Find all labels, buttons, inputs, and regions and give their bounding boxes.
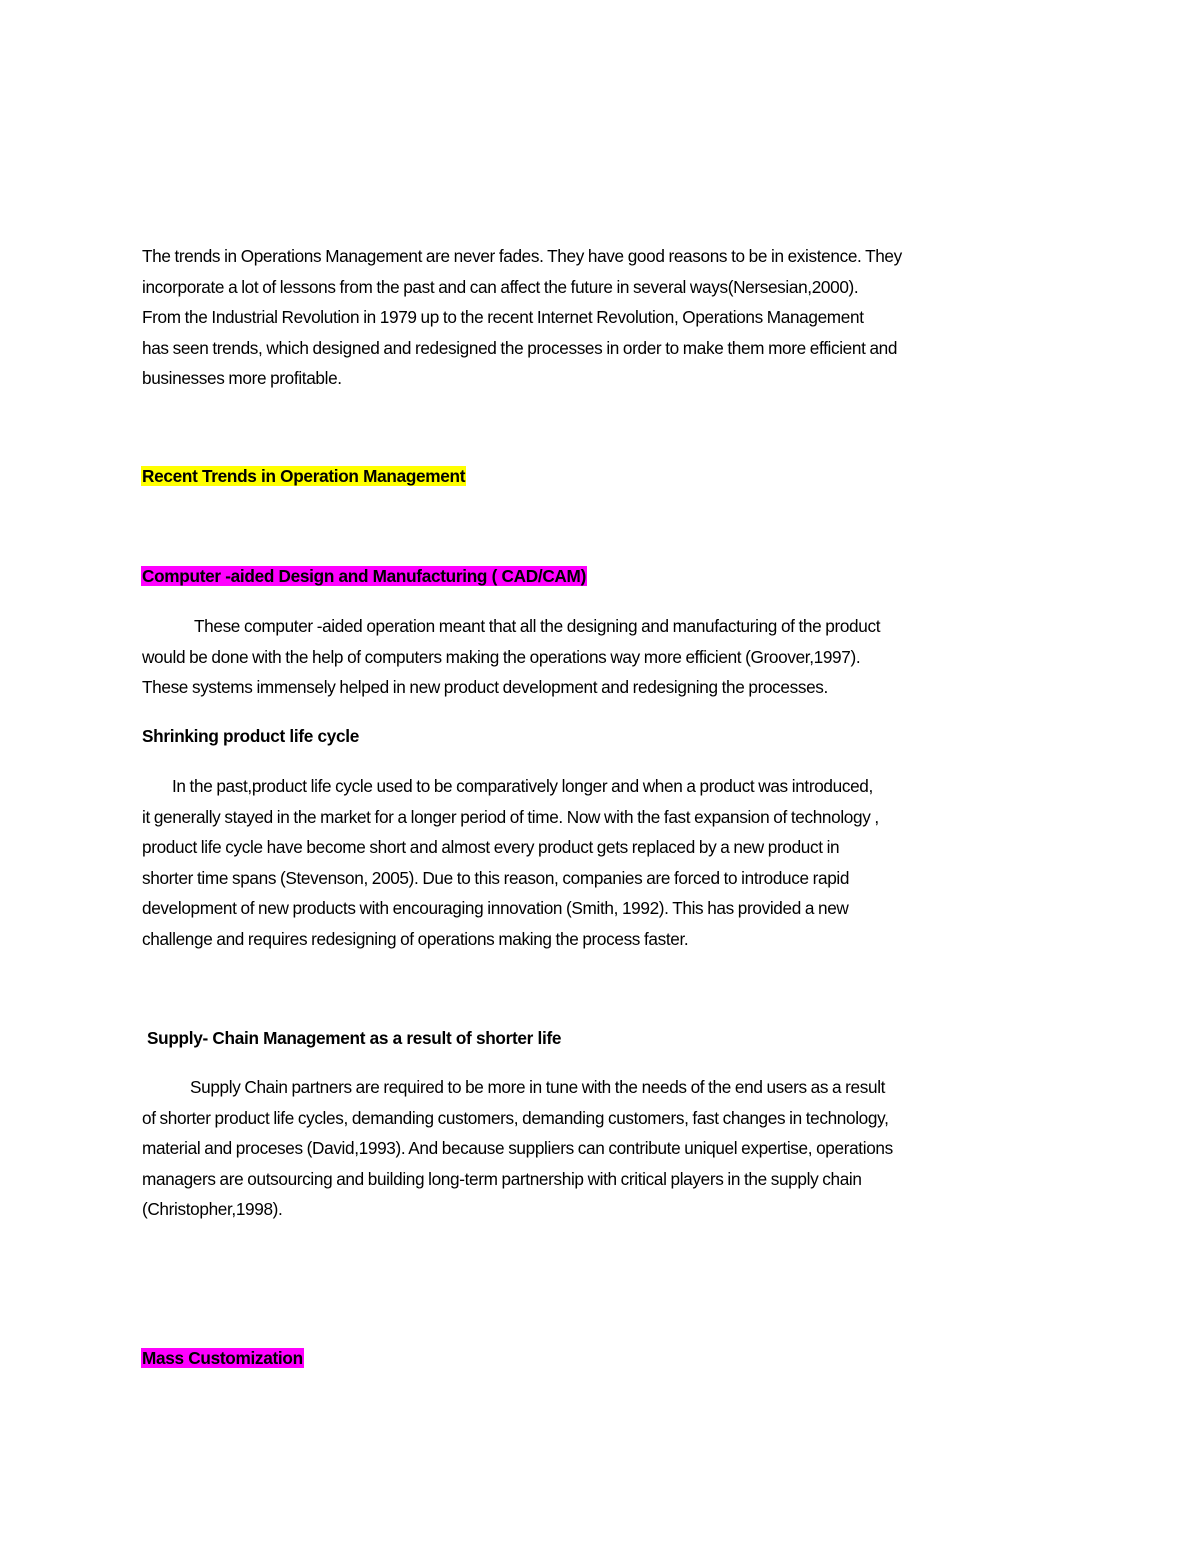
shrinking-paragraph [142,771,1062,955]
shrinking-line: it generally stayed in the market for a longer period of time. Now with the fast expansion of technology , [142,806,879,827]
cad-cam-line: These computer -aided operation meant that all the designing and manufacturing of the product [194,616,881,636]
cad-cam-heading [141,565,587,587]
supply-chain-line: material and proceses (David,1993). And because suppliers can contribute uniquel expertise, operations [142,1138,893,1159]
intro-paragraph [142,241,1062,394]
intro-line: From the Industrial Revolution in 1979 up to the recent Internet Revolution, Operations Management [142,307,864,328]
cad-cam-line: These systems immensely helped in new product development and redesigning the processes. [142,677,828,698]
section-title-text: Recent Trends in Operation Management [142,466,466,486]
supply-chain-line: Supply Chain partners are required to be more in tune with the needs of the end users as a result [190,1077,886,1097]
supply-chain-line: of shorter product life cycles, demanding customers, demanding customers, fast changes in technology, [142,1107,889,1128]
cad-cam-heading-text: Computer -aided Design and Manufacturing ( CAD/CAM) [142,566,586,586]
section-title [141,465,466,487]
supply-chain-heading: Supply- Chain Management as a result of shorter life [147,1028,562,1048]
supply-chain-line: (Christopher,1998). [142,1199,283,1220]
intro-line: businesses more profitable. [142,368,342,389]
supply-chain-line: managers are outsourcing and building long-term partnership with critical players in the supply chain [142,1168,862,1189]
shrinking-line: In the past,product life cycle used to be comparatively longer and when a product was introduced, [172,776,873,796]
intro-line: incorporate a lot of lessons from the past and can affect the future in several ways(Nersesian,2000). [142,276,859,297]
mass-customization-heading [141,1347,304,1369]
intro-line: The trends in Operations Management are never fades. They have good reasons to be in existence. They [142,246,902,266]
shrinking-line: shorter time spans (Stevenson, 2005). Due to this reason, companies are forced to introduce rapid [142,867,850,888]
intro-line: has seen trends, which designed and redesigned the processes in order to make them more efficient and [142,337,898,358]
cad-cam-paragraph [142,611,1062,703]
shrinking-line: development of new products with encouraging innovation (Smith, 1992). This has provided a new [142,898,849,919]
supply-chain-paragraph [142,1072,1062,1225]
shrinking-line: product life cycle have become short and almost every product gets replaced by a new product in [142,837,840,858]
cad-cam-line: would be done with the help of computers making the operations way more efficient (Groover,1997). [142,646,861,667]
mass-customization-heading-text: Mass Customization [142,1348,303,1368]
shrinking-line: challenge and requires redesigning of operations making the process faster. [142,928,689,949]
shrinking-heading: Shrinking product life cycle [142,726,359,746]
